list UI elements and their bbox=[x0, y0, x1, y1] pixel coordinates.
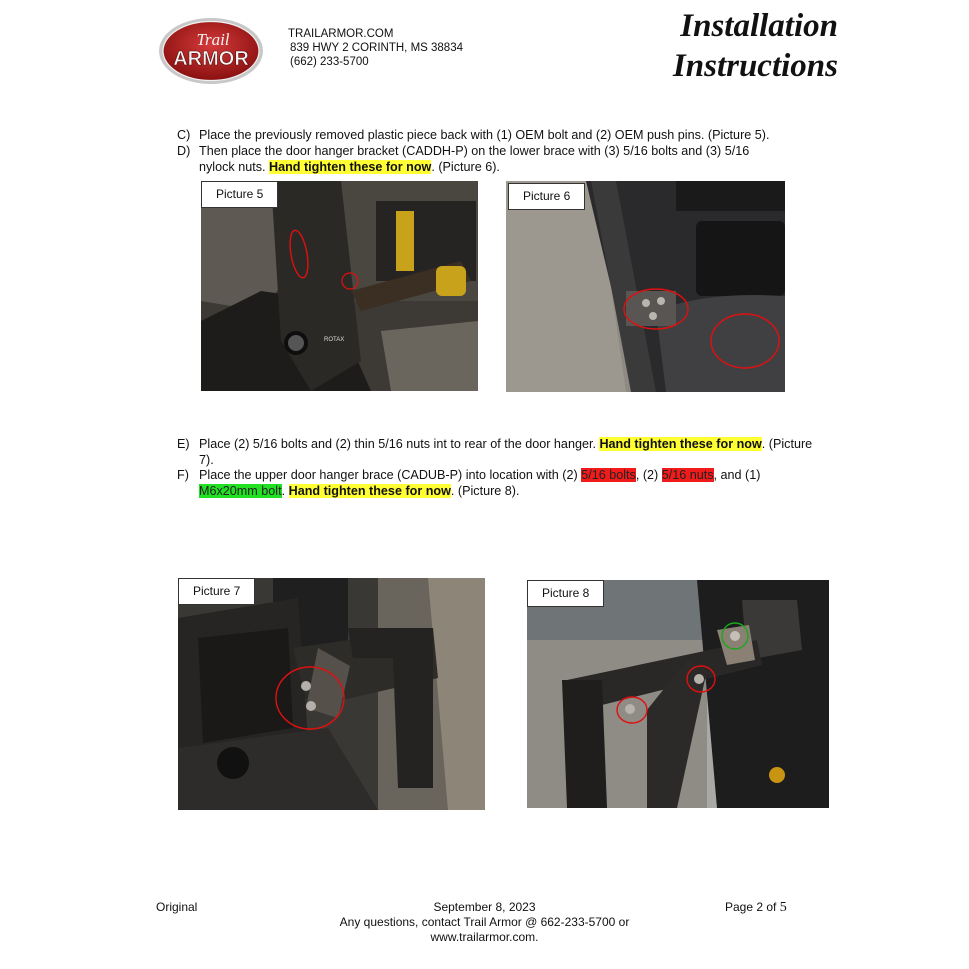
picture-6-label: Picture 6 bbox=[508, 183, 585, 210]
step-d: D) Then place the door hanger bracket (CADDH-P) on the lower brace with (3) 5/16 bolts and (3) 5/16 nylock nuts. Hand tighten these for now. (Picture 6). bbox=[177, 144, 750, 174]
picture-7-photo bbox=[178, 578, 485, 810]
company-address: 839 HWY 2 CORINTH, MS 38834 bbox=[290, 42, 463, 54]
picture-6-photo bbox=[506, 181, 785, 392]
footer-page-number: Page 2 of 5 bbox=[725, 900, 787, 915]
company-info bbox=[288, 27, 463, 69]
step-c bbox=[177, 128, 817, 144]
highlight-5-16-bolts: 5/16 bolts bbox=[581, 468, 636, 482]
step-letter: D) bbox=[177, 144, 191, 158]
highlight-5-16-nuts: 5/16 nuts bbox=[661, 468, 714, 482]
footer-contact-text: Any questions, contact Trail Armor @ 662-233-5700 or bbox=[339, 915, 630, 929]
picture-5-label: Picture 5 bbox=[201, 181, 278, 208]
footer-date: September 8, 2023 bbox=[433, 900, 536, 914]
step-text: Then place the door hanger bracket (CADDH-P) on the lower brace with (3) 5/16 bolts and (3) 5/16 nylock nuts. bbox=[199, 144, 750, 174]
step-text: Place (2) 5/16 bolts and (2) thin 5/16 nuts int to rear of the door hanger. bbox=[199, 437, 600, 451]
footer-contact bbox=[0, 900, 969, 945]
document-title: Installation Instructions bbox=[672, 8, 838, 84]
picture-8-photo bbox=[527, 580, 829, 808]
highlight-hand-tighten: Hand tighten these for now bbox=[269, 159, 432, 174]
step-letter: C) bbox=[177, 128, 191, 142]
highlight-m6-bolt: M6x20mm bolt bbox=[199, 483, 282, 498]
step-text: Place the previously removed plastic piece back with (1) OEM bolt and (2) OEM push pins. (Picture 5). bbox=[199, 128, 770, 142]
company-url: TRAILARMOR.COM bbox=[288, 28, 394, 40]
footer-original: Original bbox=[156, 900, 198, 914]
highlight-hand-tighten: Hand tighten these for now bbox=[599, 437, 762, 451]
svg-text:ROTAX: ROTAX bbox=[324, 337, 345, 343]
picture-7-label: Picture 7 bbox=[178, 578, 255, 605]
footer-website: www.trailarmor.com. bbox=[430, 930, 539, 944]
step-letter: F) bbox=[177, 468, 189, 482]
picture-5-photo bbox=[201, 181, 478, 391]
picture-8-label: Picture 8 bbox=[527, 580, 604, 607]
highlight-hand-tighten: Hand tighten these for now bbox=[288, 483, 451, 498]
step-e: E) Place (2) 5/16 bolts and (2) thin 5/16 nuts int to rear of the door hanger. Hand tighten these for now. (Picture 7). bbox=[177, 437, 813, 467]
company-phone: (662) 233-5700 bbox=[290, 56, 369, 68]
step-f: F) Place the upper door hanger brace (CADUB-P) into location with (2) 5/16 bolts, (2) 5/16 nuts, and (1) M6x20mm bolt. Hand tighten these for now. (Picture 8). bbox=[177, 468, 761, 498]
svg-text:ARMOR: ARMOR bbox=[173, 48, 249, 70]
svg-text:Trail: Trail bbox=[196, 30, 230, 49]
step-letter: E) bbox=[177, 437, 190, 451]
trail-armor-logo bbox=[158, 17, 264, 85]
